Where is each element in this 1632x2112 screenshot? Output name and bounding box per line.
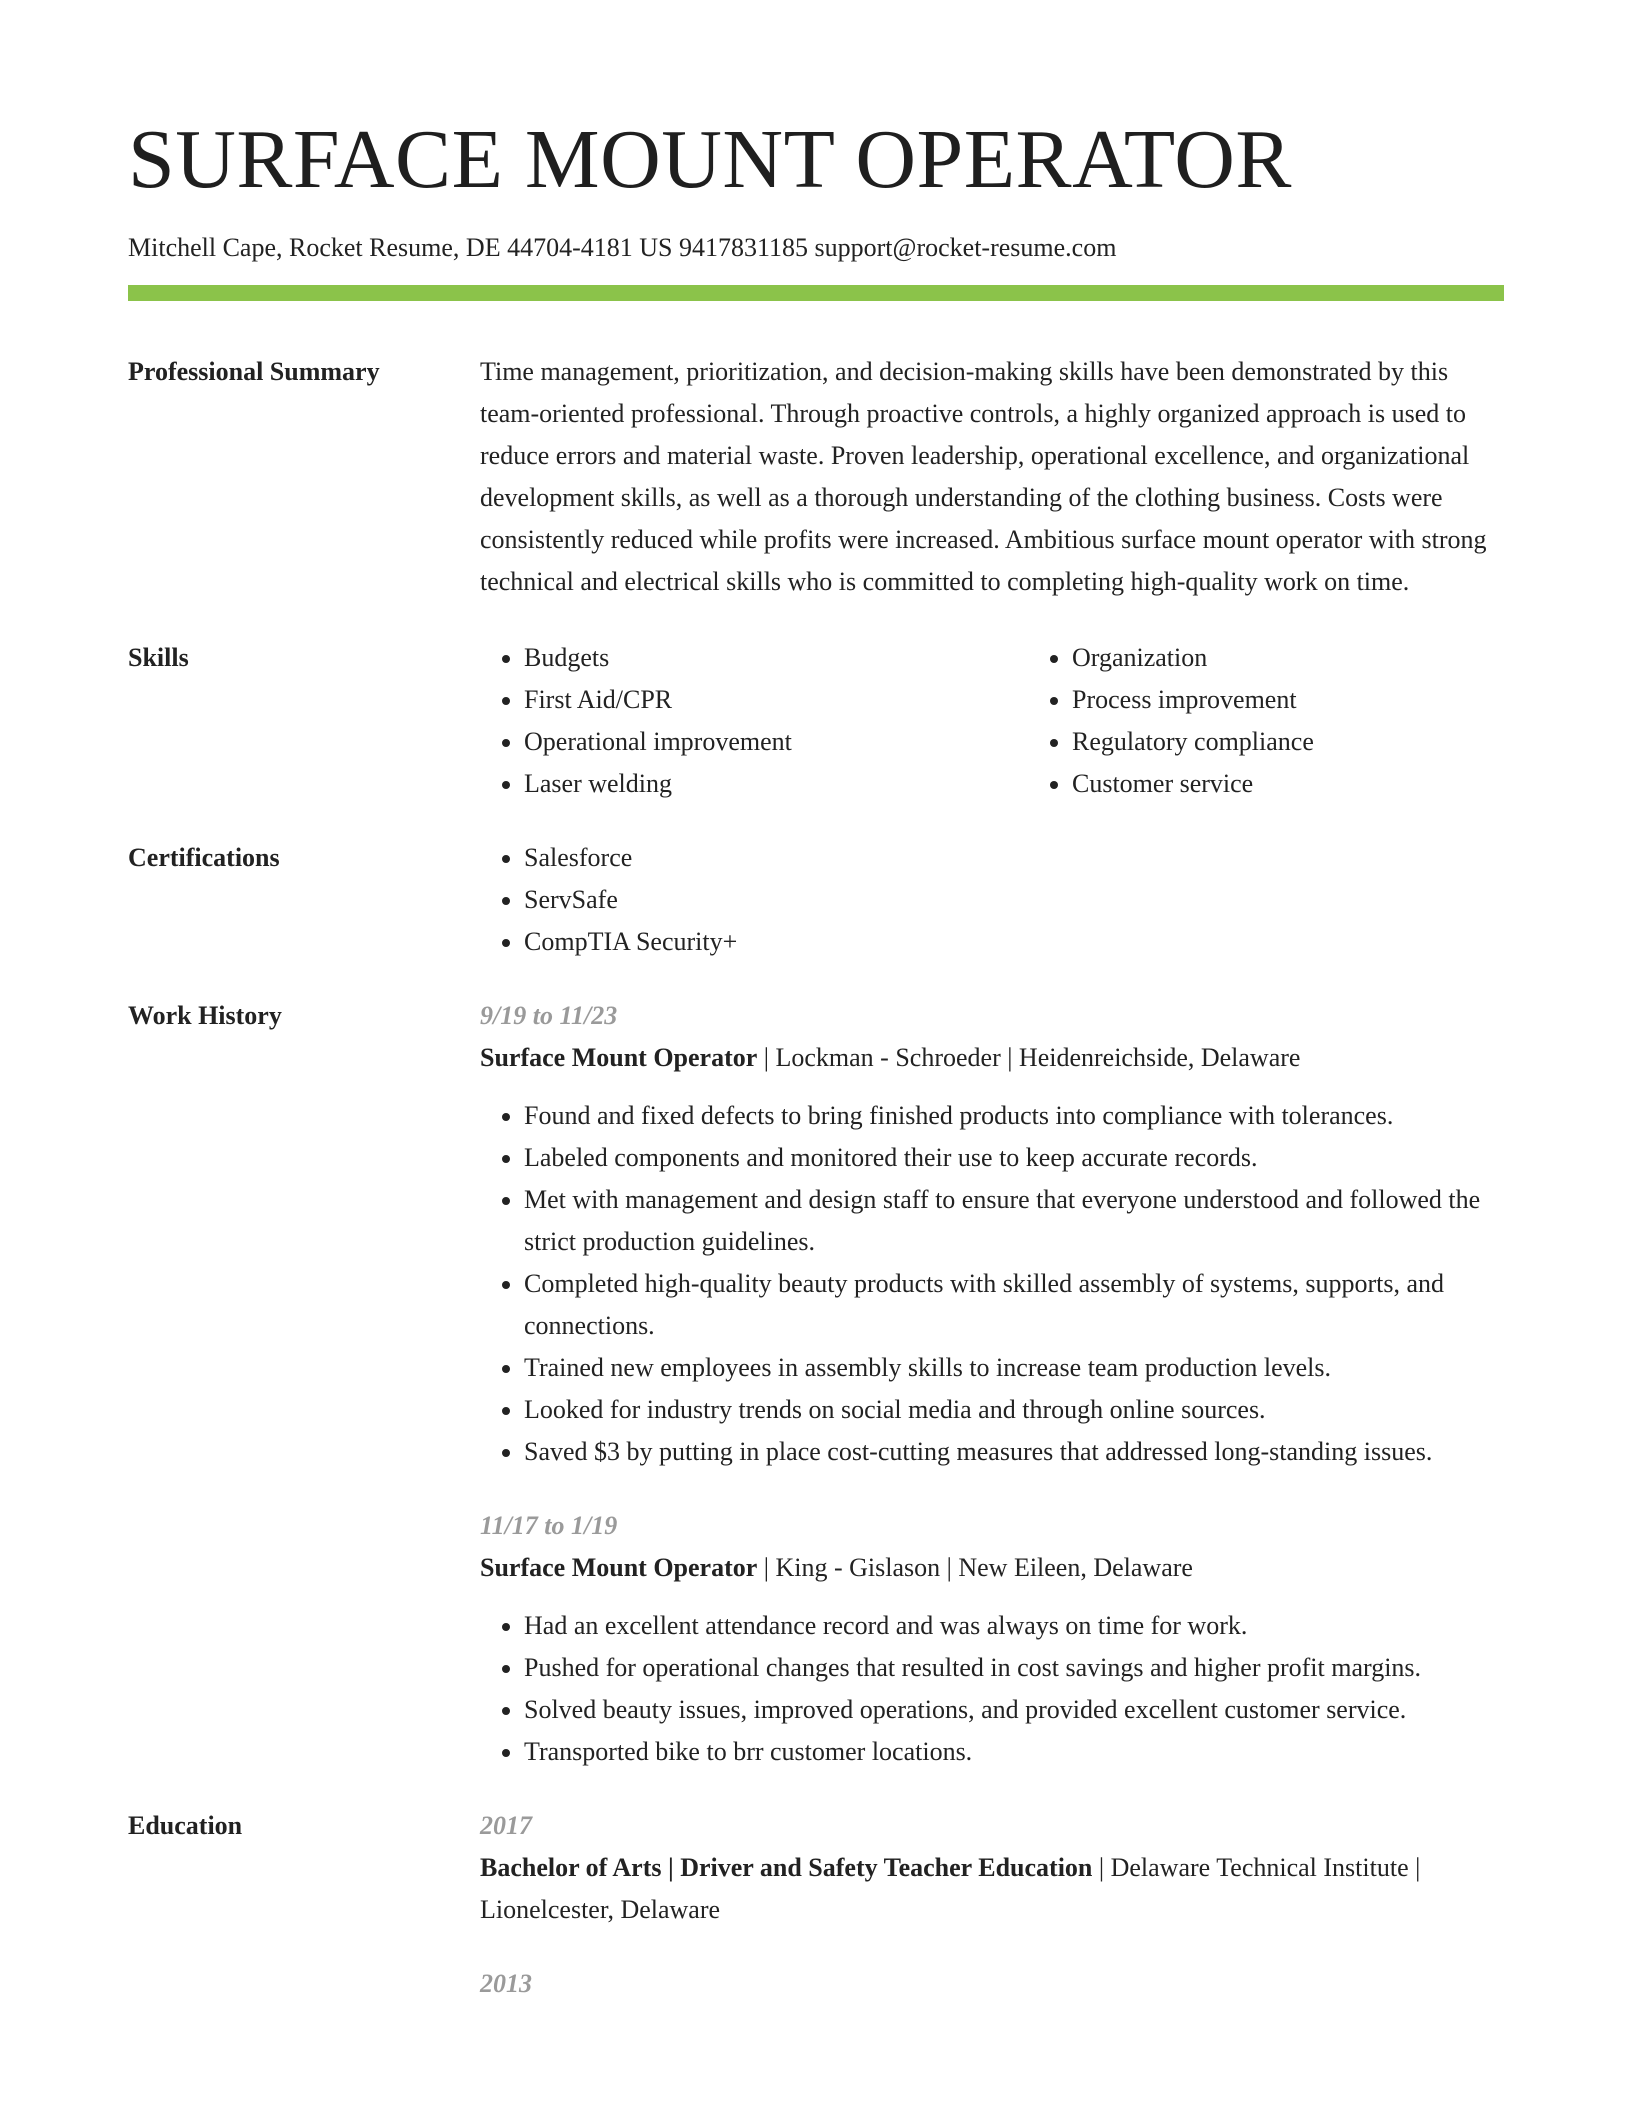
education-year: 2013 bbox=[480, 1969, 532, 1999]
job-dates: 11/17 to 1/19 bbox=[480, 1511, 618, 1541]
skill-item: • Budgets bbox=[524, 637, 1028, 679]
job-bullets bbox=[480, 1095, 1504, 1473]
skill-item: • Customer service bbox=[1072, 763, 1576, 805]
contact-email[interactable]: support@rocket-resume.com bbox=[814, 233, 1117, 262]
job-details: | King - Gislason | New Eileen, Delaware bbox=[757, 1553, 1193, 1583]
job-bullet: • Saved $3 by putting in place cost-cutting measures that addressed long-standing issues. bbox=[524, 1431, 1504, 1473]
header-divider bbox=[128, 285, 1504, 301]
job-bullet: • Pushed for operational changes that resulted in cost savings and higher profit margins. bbox=[524, 1647, 1504, 1689]
section-heading: Certifications bbox=[128, 843, 280, 873]
section-professional-summary bbox=[128, 351, 1504, 603]
job-dates: 9/19 to 11/23 bbox=[480, 1001, 618, 1031]
job-bullet: • Had an excellent attendance record and was always on time for work. bbox=[524, 1605, 1504, 1647]
skill-item: • Operational improvement bbox=[524, 721, 1028, 763]
section-work-history bbox=[128, 995, 1504, 1773]
section-certifications bbox=[128, 837, 1504, 963]
job-title-line bbox=[480, 1547, 1504, 1589]
section-heading: Work History bbox=[128, 1001, 282, 1031]
skill-item: • Organization bbox=[1072, 637, 1576, 679]
contact-address: Mitchell Cape, Rocket Resume, DE 44704-4181 US bbox=[128, 233, 673, 262]
summary-text: Time management, prioritization, and decision-making skills have been demonstrated by this team-oriented professional. Through proactive controls, a highly organized approach is used to reduce errors and material waste. Proven leadership, operational excellence, and organizational development skills, as well as a thorough understanding of the clothing business. Costs were consistently reduced while profits were increased. Ambitious surface mount operator with strong technical and electrical skills who is committed to completing high-quality work on time. bbox=[480, 357, 1487, 597]
job-bullet: • Trained new employees in assembly skills to increase team production levels. bbox=[524, 1347, 1504, 1389]
job-entry bbox=[480, 995, 1504, 1473]
section-heading: Skills bbox=[128, 643, 189, 673]
job-bullet: • Looked for industry trends on social media and through online sources. bbox=[524, 1389, 1504, 1431]
section-education bbox=[128, 1805, 1504, 2005]
job-bullet: • Met with management and design staff to ensure that everyone understood and followed the strict production guidelines. bbox=[524, 1179, 1504, 1263]
education-details: | Delaware Technical Institute | Lionelcester, Delaware bbox=[480, 1853, 1421, 1925]
section-heading: Education bbox=[128, 1811, 243, 1841]
job-bullet: • Labeled components and monitored their use to keep accurate records. bbox=[524, 1137, 1504, 1179]
certification-item: • CompTIA Security+ bbox=[524, 921, 1504, 963]
education-degree: Bachelor of Arts | Driver and Safety Teacher Education bbox=[480, 1853, 1093, 1883]
certification-item: • Salesforce bbox=[524, 837, 1504, 879]
job-bullets bbox=[480, 1605, 1504, 1773]
certification-item: • ServSafe bbox=[524, 879, 1504, 921]
section-heading: Professional Summary bbox=[128, 357, 380, 387]
job-bullet: • Solved beauty issues, improved operations, and provided excellent customer service. bbox=[524, 1689, 1504, 1731]
certifications-list bbox=[480, 837, 1504, 963]
skill-item: • Regulatory compliance bbox=[1072, 721, 1576, 763]
job-role: Surface Mount Operator bbox=[480, 1553, 758, 1583]
job-bullet: • Completed high-quality beauty products with skilled assembly of systems, supports, and connections. bbox=[524, 1263, 1504, 1347]
education-entry bbox=[480, 1805, 1504, 1931]
skills-list-right bbox=[1028, 637, 1576, 805]
section-skills bbox=[128, 637, 1504, 805]
job-entry bbox=[480, 1505, 1504, 1773]
job-title-line bbox=[480, 1037, 1504, 1079]
resume-title: SURFACE MOUNT OPERATOR bbox=[128, 113, 1292, 206]
skill-item: • Process improvement bbox=[1072, 679, 1576, 721]
job-bullet: • Found and fixed defects to bring finished products into compliance with tolerances. bbox=[524, 1095, 1504, 1137]
job-bullet: • Transported bike to brr customer locations. bbox=[524, 1731, 1504, 1773]
education-year: 2017 bbox=[480, 1811, 532, 1841]
skill-item: • Laser welding bbox=[524, 763, 1028, 805]
job-role: Surface Mount Operator bbox=[480, 1043, 758, 1073]
contact-line bbox=[128, 232, 1504, 263]
skill-item: • First Aid/CPR bbox=[524, 679, 1028, 721]
education-entry bbox=[480, 1963, 1504, 2005]
skills-list-left bbox=[480, 637, 1028, 805]
education-line bbox=[480, 1847, 1504, 1931]
contact-phone: 9417831185 bbox=[678, 233, 809, 262]
job-details: | Lockman - Schroeder | Heidenreichside, Delaware bbox=[757, 1043, 1301, 1073]
